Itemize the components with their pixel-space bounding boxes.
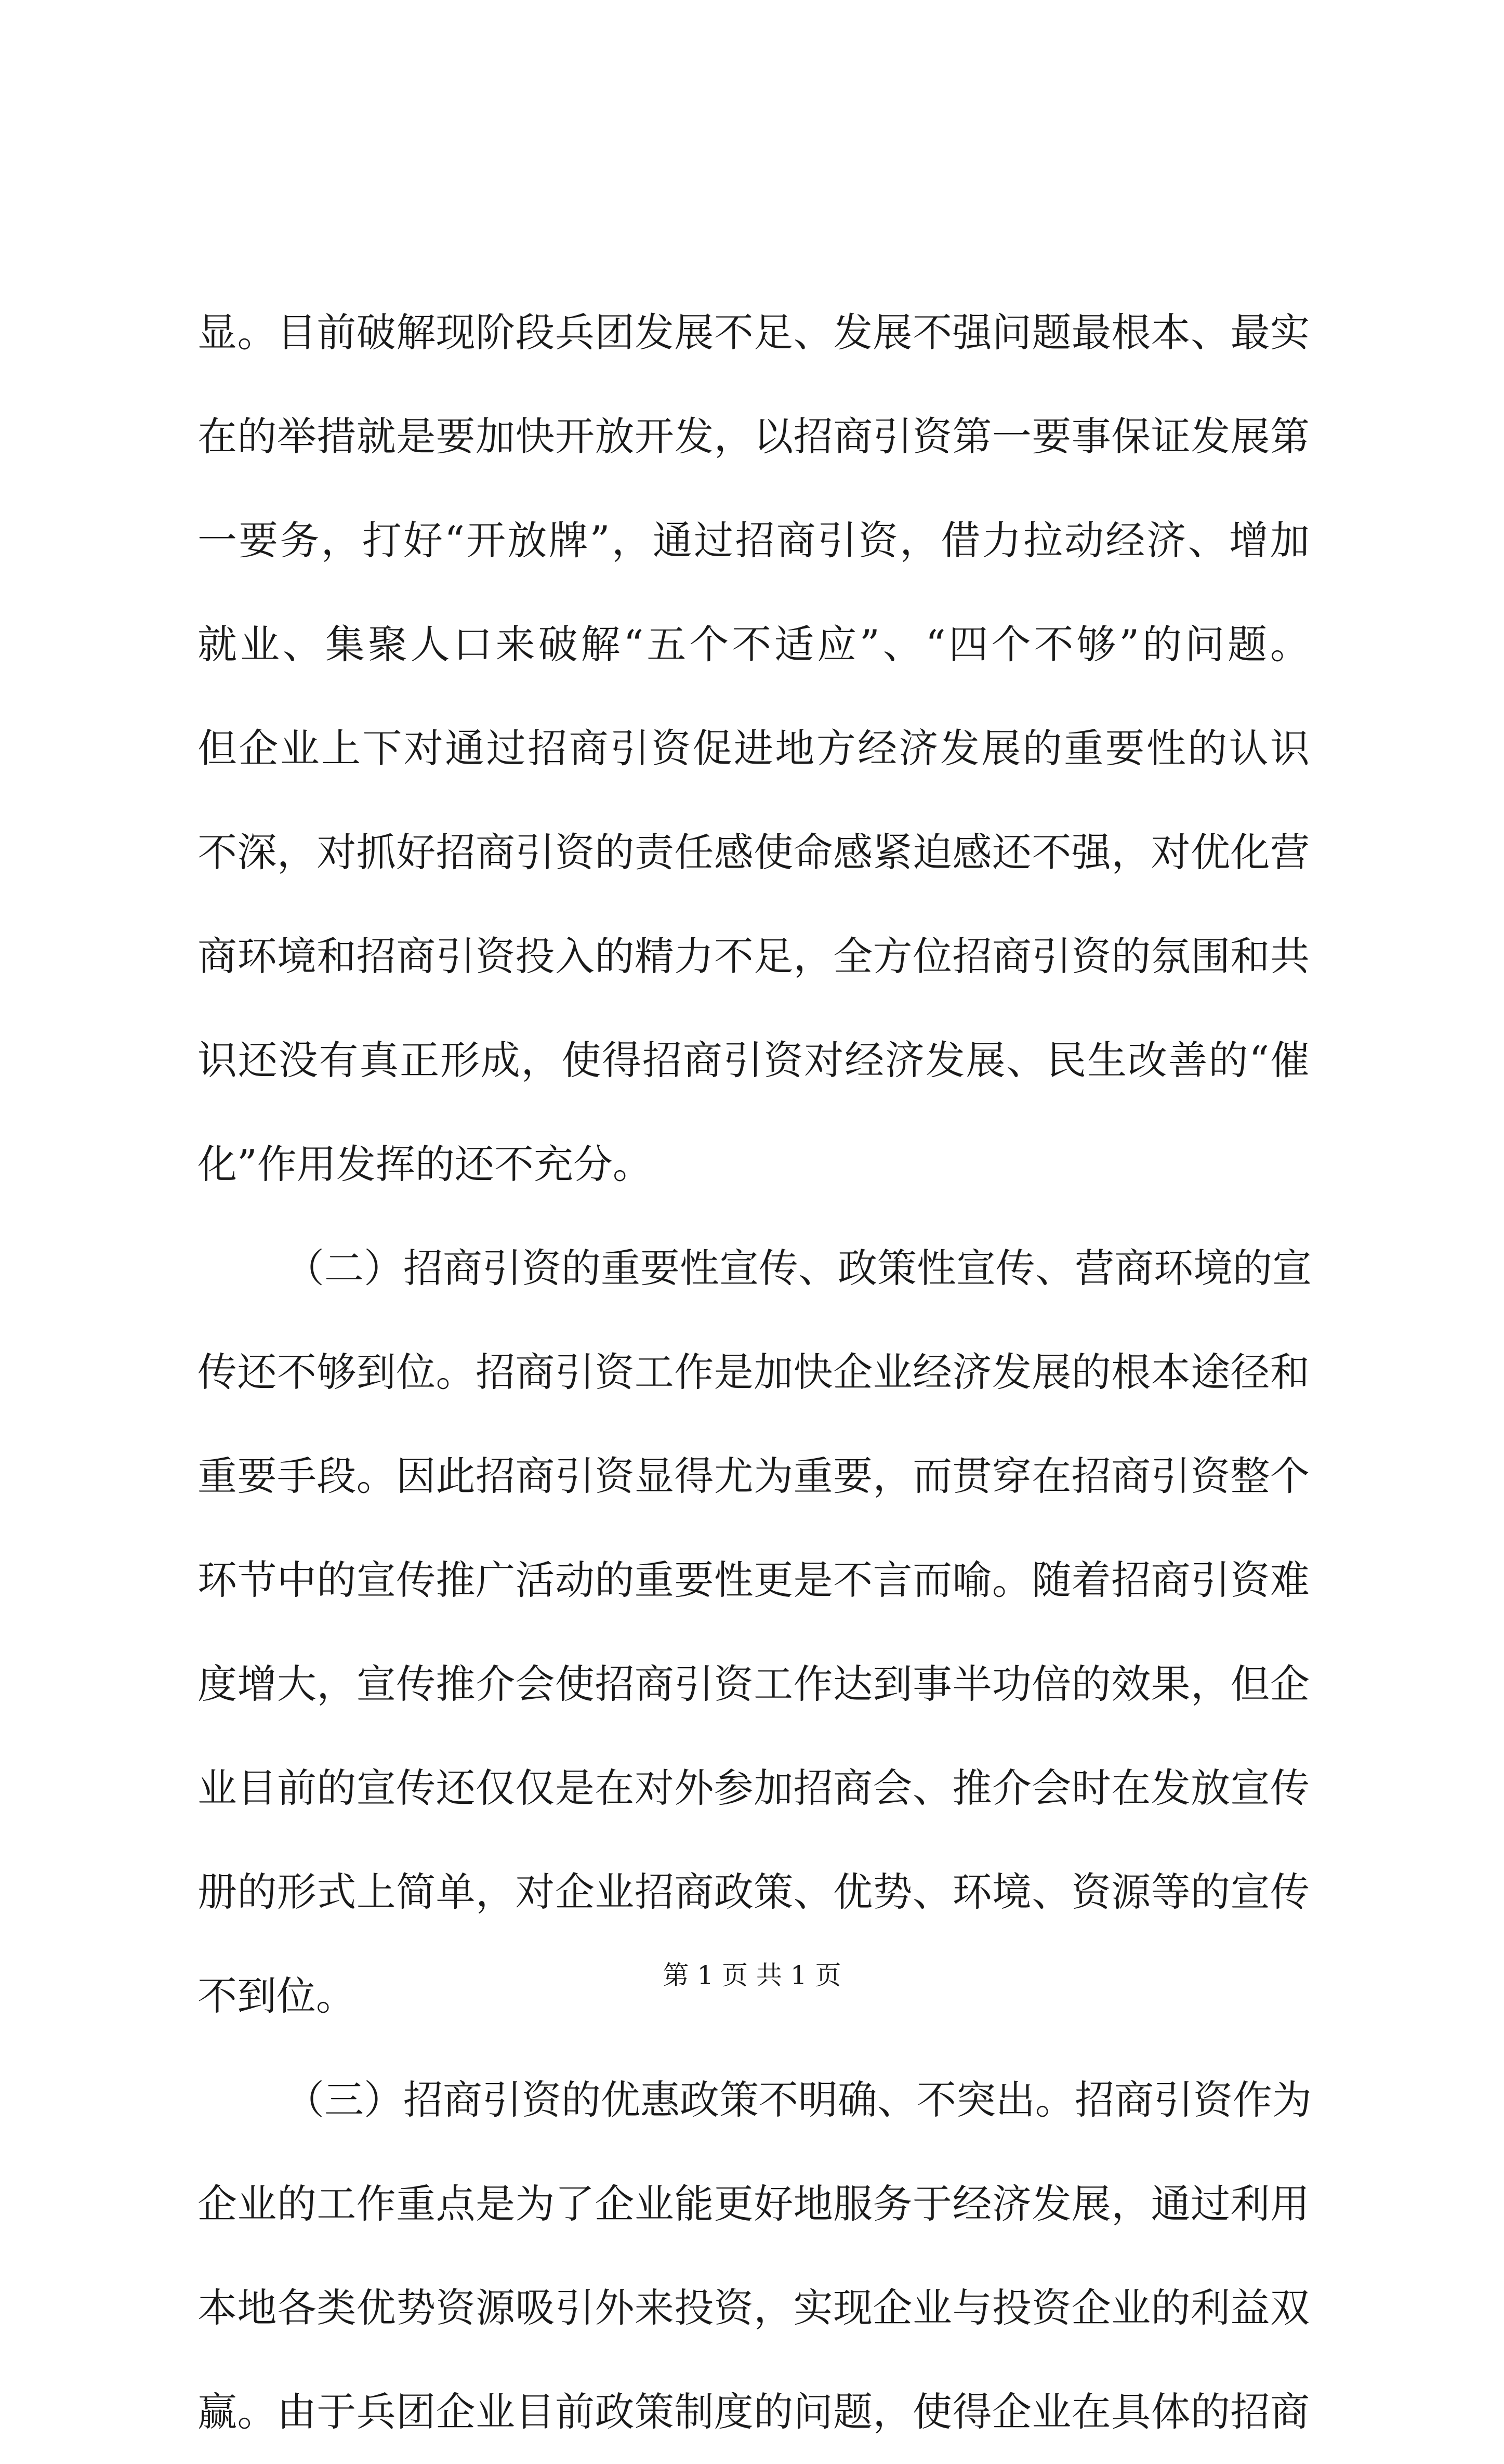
text-line: 度增大，宣传推介会使招商引资工作达到事半功倍的效果，但企 <box>197 1661 1310 1707</box>
text-line: 就业、集聚人口来破解“五个不适应”、“四个不够”的问题。 <box>197 621 1310 667</box>
page-number-footer: 第 1 页 共 1 页 <box>663 1960 841 1990</box>
text-line: 商环境和招商引资投入的精力不足，全方位招商引资的氛围和共 <box>197 933 1310 979</box>
text-line: 重要手段。因此招商引资显得尤为重要，而贯穿在招商引资整个 <box>197 1453 1310 1499</box>
text-line: 在的举措就是要加快开放开发，以招商引资第一要事保证发展第 <box>197 413 1310 460</box>
section-heading-line: （三）招商引资的优惠政策不明确、不突出。招商引资作为 <box>285 2077 1312 2123</box>
text-line: 册的形式上简单，对企业招商政策、优势、环境、资源等的宣传 <box>197 1869 1310 1915</box>
body-text <box>197 281 1310 2464</box>
text-line: 不到位。 <box>197 1973 355 2019</box>
section-heading-line: （二）招商引资的重要性宣传、政策性宣传、营商环境的宣 <box>285 1245 1312 1291</box>
text-line: 赢。由于兵团企业目前政策制度的问题，使得企业在具体的招商 <box>197 2389 1310 2435</box>
text-line: 不深，对抓好招商引资的责任感使命感紧迫感还不强，对优化营 <box>197 829 1310 875</box>
text-line: 识还没有真正形成，使得招商引资对经济发展、民生改善的“催 <box>197 1037 1310 1083</box>
text-line: 企业的工作重点是为了企业能更好地服务于经济发展，通过利用 <box>197 2181 1310 2227</box>
text-line: 化”作用发挥的还不充分。 <box>197 1141 652 1187</box>
text-line: 显。目前破解现阶段兵团发展不足、发展不强问题最根本、最实 <box>197 309 1310 356</box>
text-line: 传还不够到位。招商引资工作是加快企业经济发展的根本途径和 <box>197 1349 1310 1395</box>
text-line: 业目前的宣传还仅仅是在对外参加招商会、推介会时在发放宣传 <box>197 1765 1310 1811</box>
text-line: 但企业上下对通过招商引资促进地方经济发展的重要性的认识 <box>197 725 1310 771</box>
text-line: 一要务，打好“开放牌”，通过招商引资，借力拉动经济、增加 <box>197 517 1310 563</box>
text-line: 环节中的宣传推广活动的重要性更是不言而喻。随着招商引资难 <box>197 1557 1310 1603</box>
text-line: 本地各类优势资源吸引外来投资，实现企业与投资企业的利益双 <box>197 2285 1310 2331</box>
